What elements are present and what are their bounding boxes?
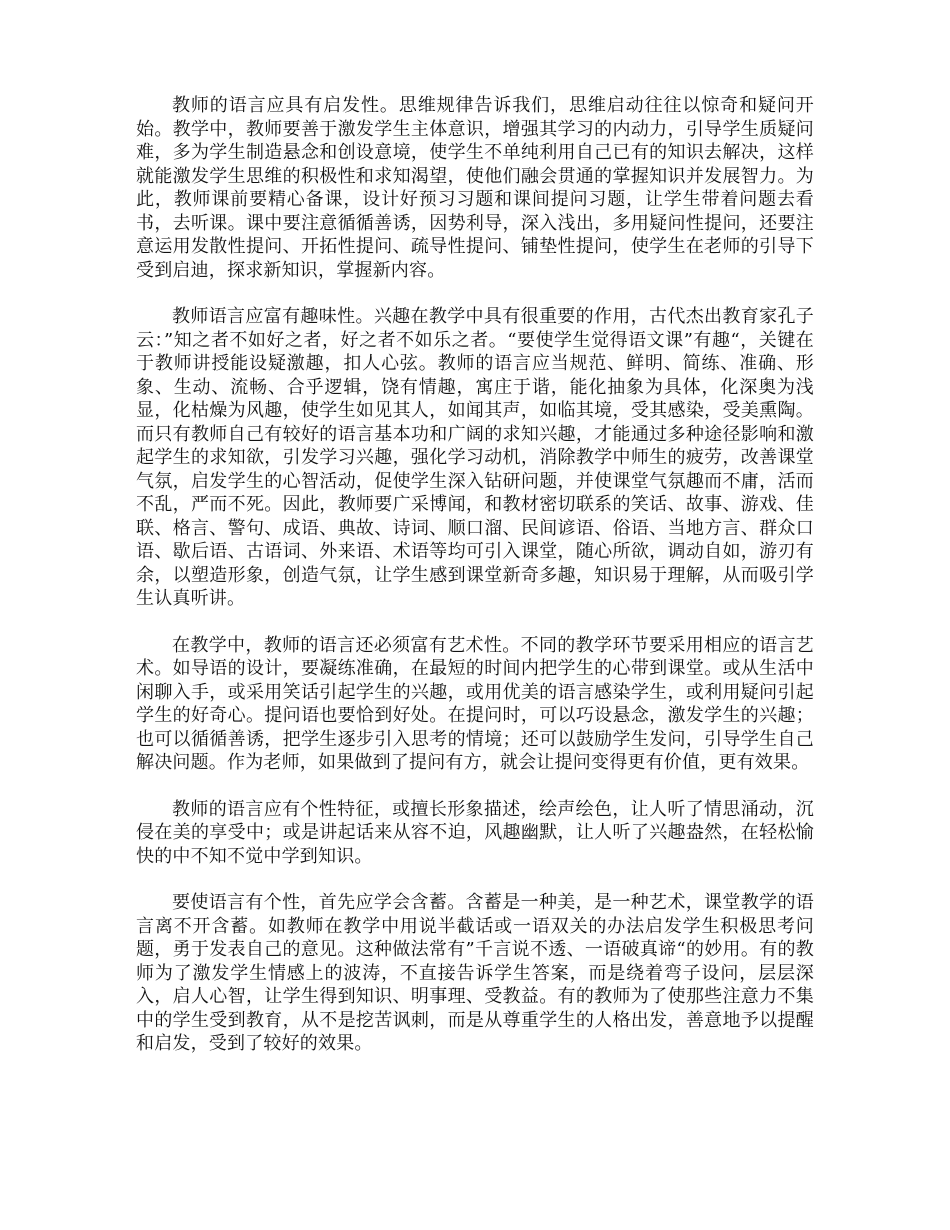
paragraph-subtlety: 要使语言有个性，首先应学会含蓄。含蓄是一种美，是一种艺术，课堂教学的语言离不开含蓄。如教师在教学中用说半截话或一语双关的办法启发学生积极思考问题，勇于发表自己的意见。这种做法常有”千言说不透、一语破真谛“的妙用。有的教师为了激发学生情感上的波涛，不直接告诉学生答案，而是绕着弯子设问，层层深入，启人心智，让学生得到知识、明事理、受教益。有的教师为了使那些注意力不集中的学生受到教育，从不是挖苦讽刺，而是从尊重学生的人格出发，善意地予以提醒和启发，受到了较好的效果。 xyxy=(136,892,814,1054)
document-page xyxy=(136,94,814,1079)
paragraph-artistry: 在教学中，教师的语言还必须富有艺术性。不同的教学环节要采用相应的语言艺术。如导语的设计，要凝练准确，在最短的时间内把学生的心带到课堂。或从生活中闲聊入手，或采用笑话引起学生的兴趣，或用优美的语言感染学生，或利用疑问引起学生的好奇心。提问语也要恰到好处。在提问时，可以巧设悬念，激发学生的兴趣；也可以循循善诱，把学生逐步引入思考的情境；还可以鼓励学生发问，引导学生自己解决问题。作为老师，如果做到了提问有方，就会让提问变得更有价值，更有效果。 xyxy=(136,634,814,773)
paragraph-interest: 教师语言应富有趣味性。兴趣在教学中具有很重要的作用，古代杰出教育家孔子云：”知之者不如好之者，好之者不如乐之者。“要使学生觉得语文课”有趣“，关键在于教师讲授能设疑激趣，扣人心弦。教师的语言应当规范、鲜明、简练、准确、形象、生动、流畅、合乎逻辑，饶有情趣，寓庄于谐，能化抽象为具体，化深奥为浅显，化枯燥为风趣，使学生如见其人，如闻其声，如临其境，受其感染，受美熏陶。而只有教师自己有较好的语言基本功和广阔的求知兴趣，才能通过多种途径影响和激起学生的求知欲，引发学习兴趣，强化学习动机，消除教学中师生的疲劳，改善课堂气氛，启发学生的心智活动，促使学生深入钻研问题，并使课堂气氛趣而不庸，活而不乱，严而不死。因此，教师要广采博闻，和教材密切联系的笑话、故事、游戏、佳联、格言、警句、成语、典故、诗词、顺口溜、民间谚语、俗语、当地方言、群众口语、歇后语、古语词、外来语、术语等均可引入课堂，随心所欲，调动自如，游刃有余，以塑造形象，创造气氛，让学生感到课堂新奇多趣，知识易于理解，从而吸引学生认真听讲。 xyxy=(136,306,814,609)
paragraph-personality: 教师的语言应有个性特征，或擅长形象描述，绘声绘色，让人听了情思涌动，沉侵在美的享受中；或是讲起话来从容不迫，风趣幽默，让人听了兴趣盎然，在轻松愉快的中不知不觉中学到知识。 xyxy=(136,798,814,867)
paragraph-inspiration: 教师的语言应具有启发性。思维规律告诉我们，思维启动往往以惊奇和疑问开始。教学中，教师要善于激发学生主体意识，增强其学习的内动力，引导学生质疑问难，多为学生制造悬念和创设意境，使学生不单纯利用自己已有的知识去解决，这样就能激发学生思维的积极性和求知渴望，使他们融会贯通的掌握知识并发展智力。为此，教师课前要精心备课，设计好预习习题和课间提问习题，让学生带着问题去看书，去听课。课中要注意循循善诱，因势利导，深入浅出，多用疑问性提问，还要注意运用发散性提问、开拓性提问、疏导性提问、铺垫性提问，使学生在老师的引导下受到启迪，探求新知识，掌握新内容。 xyxy=(136,95,814,281)
